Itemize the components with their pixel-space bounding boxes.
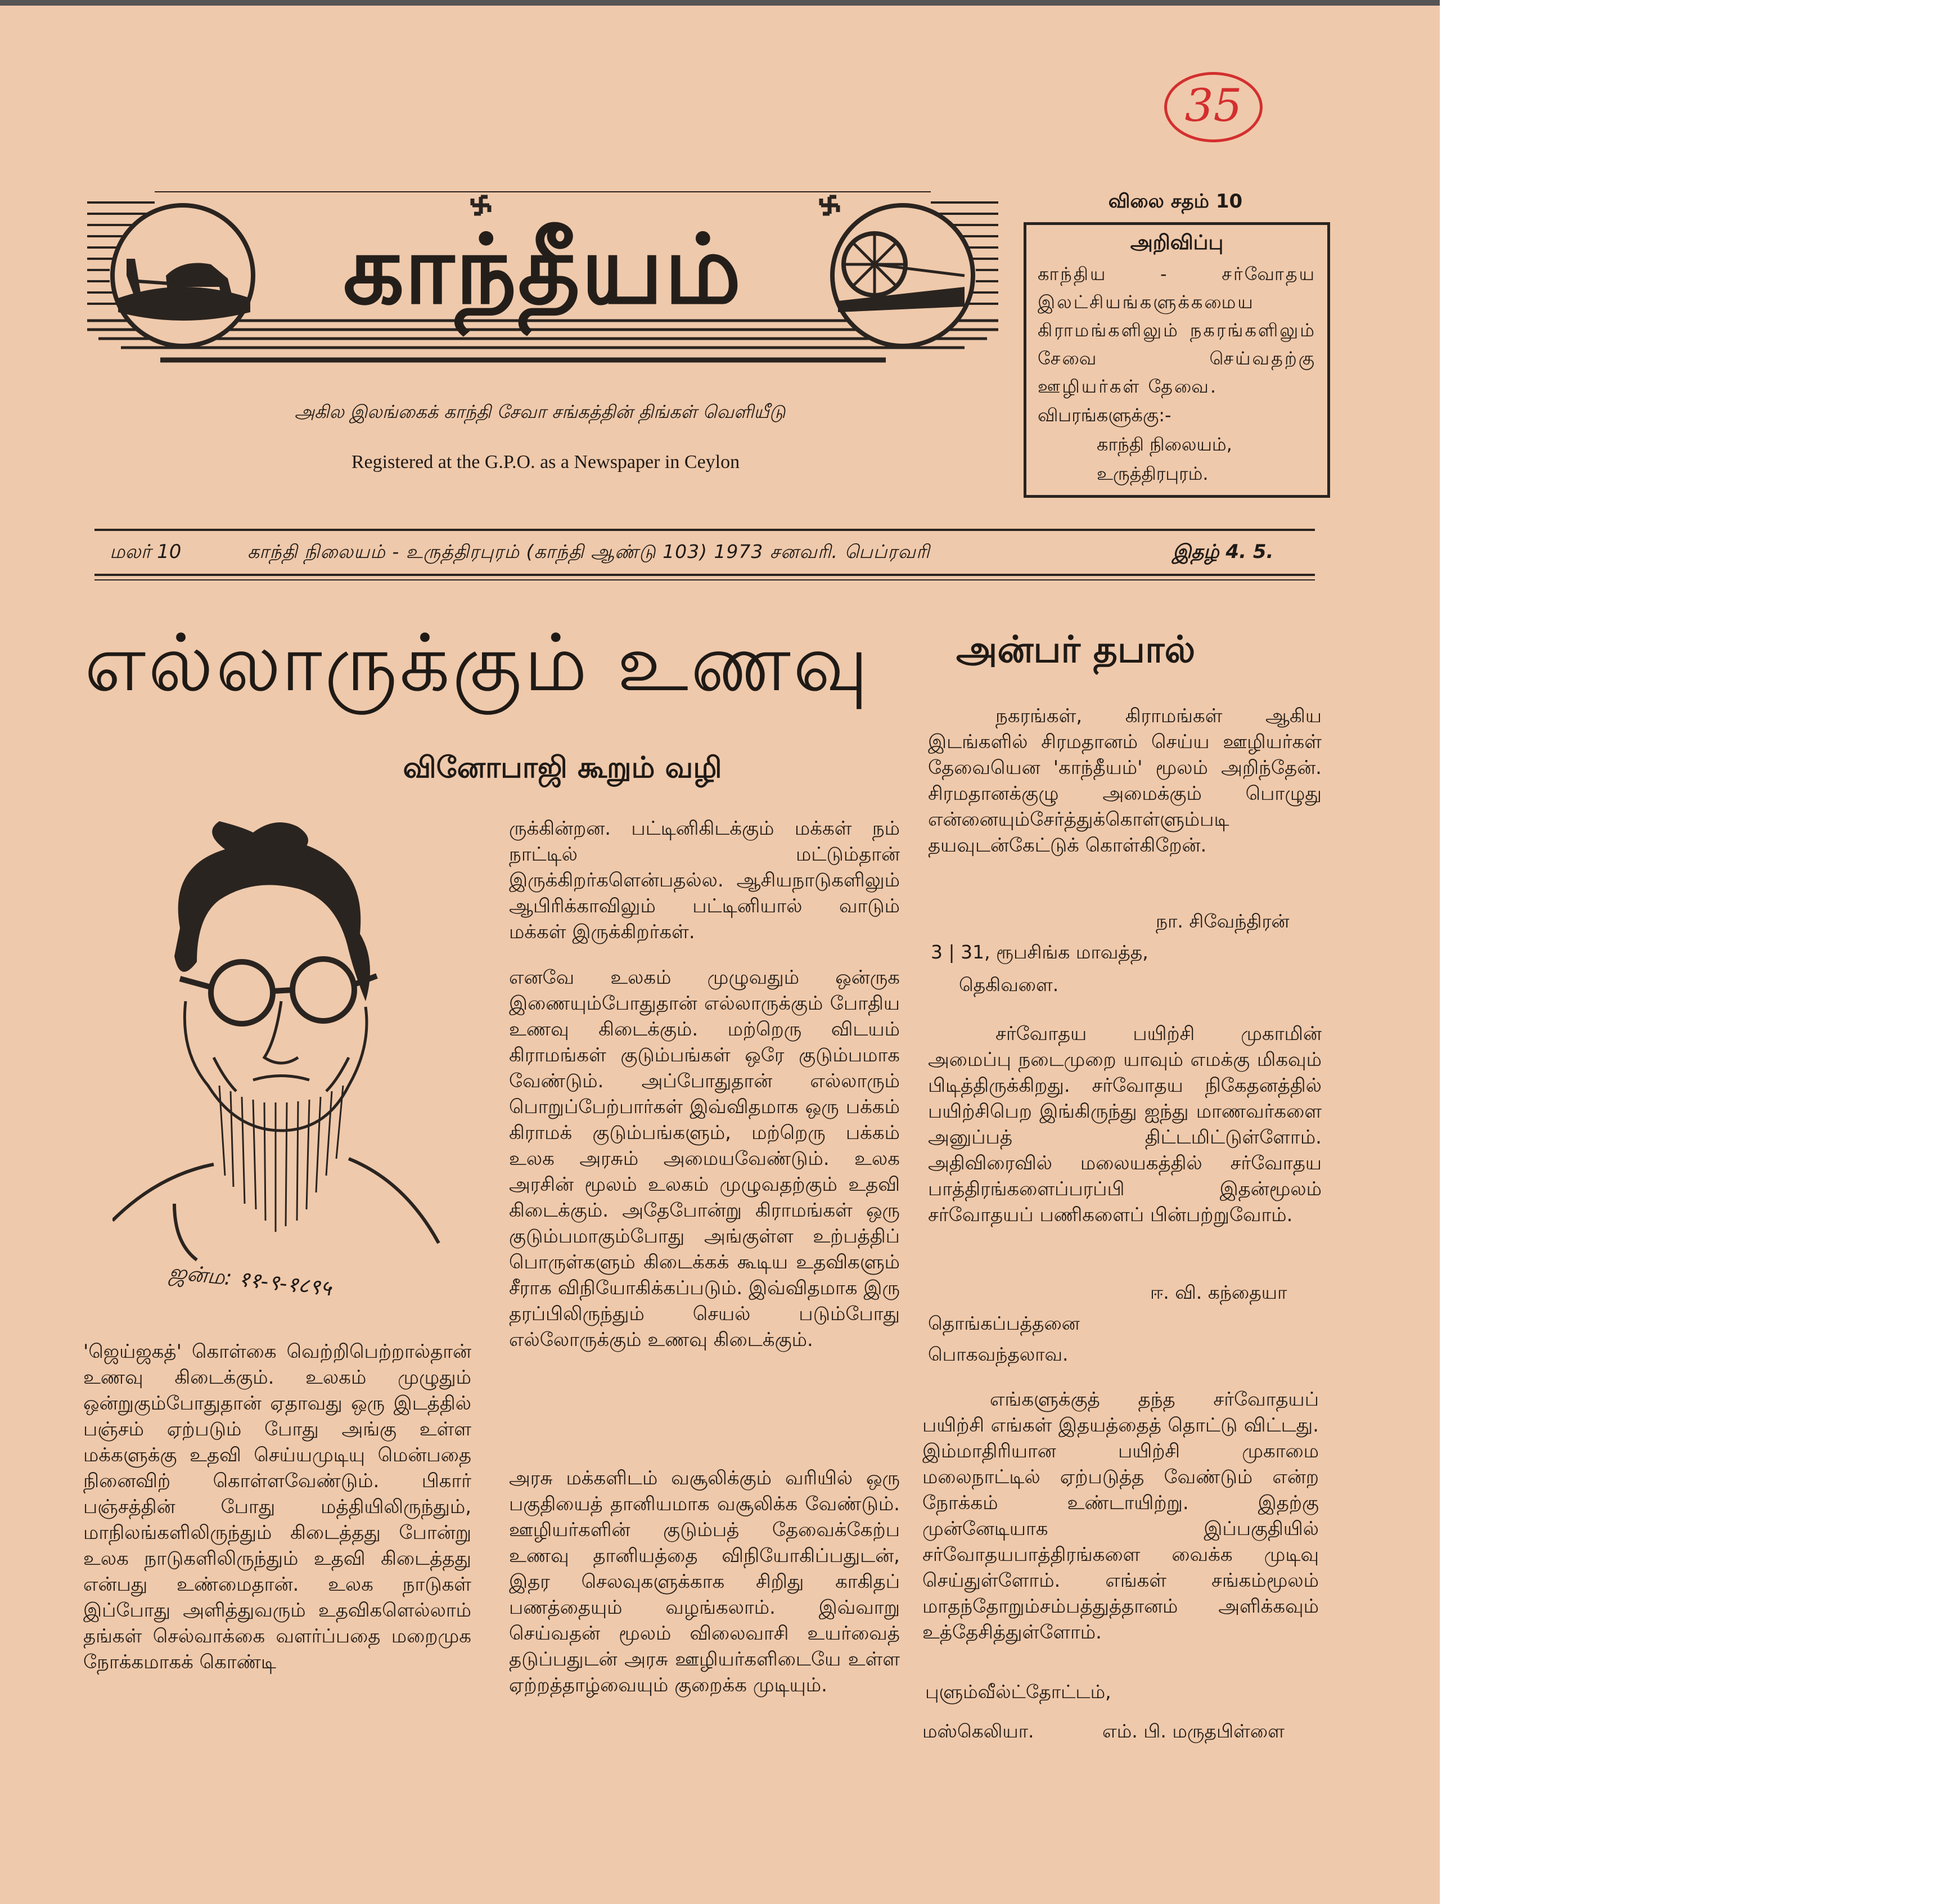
vinoba-portrait [112,816,450,1266]
vinoba-portrait-icon [112,816,450,1266]
dateline-bottom-rule-thin [94,579,1315,580]
dateline-bottom-rule [94,574,1315,576]
dateline-issue: இதழ் 4. 5. [1173,541,1274,563]
article-column-2-para-1: ருக்கின்றன. பட்டினிகிடக்கும் மக்கள் நம் நாட்டில் மட்டும்தான் இருக்கிறர்களென்பதல்ல. ஆசியநாடுகளிலும் ஆபிரிக்காவிலும் பட்டினியால் வாடும் மக்கள் இருக்கிறர்கள். [509,817,900,943]
letter-2-name: ஈ. வி. கந்தையா [1150,1281,1287,1303]
page-number: 35 [1184,79,1242,132]
letter-2-address-2: பொகவந்தலாவ. [928,1343,1069,1365]
article-subhead: வினோபாஜி கூறும் வழி [403,751,722,785]
notice-body: காந்திய - சர்வோதய இலட்சியங்களுக்கமைய கிராமங்களிலும் நகரங்களிலும் சேவை செய்வதற்கு ஊழியர்கள் தேவை. [1038,263,1316,397]
letter-3-address-1: புளும்வீல்ட்தோட்டம், [925,1681,1111,1703]
notice-contact-label: விபரங்களுக்கு:- [1038,404,1171,426]
masthead-subtitle: அகில இலங்கைக் காந்தி சேவா சங்கத்தின் திங்கள் வெளியீடு [294,401,786,422]
masthead-title: காந்தீயம் [343,214,742,326]
portrait-caption: ஜன்ம: ११-९-१८९५ [168,1259,333,1301]
letter-1-body: நகரங்கள், கிராமங்கள் ஆகிய இடங்களில் சிரமதானம் செய்ய ஊழியர்கள் தேவையென 'காந்தீயம்' மூலம் அறிந்தேன். சிரமதானக்குழு அமைக்கும் பொழுது என்னையும்சேர்த்துக்கொள்ளும்படி தயவுடன்கேட்டுக் கொள்கிறேன். [928,705,1322,857]
notice-contact-line2: உருத்திரபுரம். [1097,463,1209,484]
dateline-volume: மலர் 10 [110,541,182,563]
letter-2-body: சர்வோதய பயிற்சி முகாமின் அமைப்பு நடைமுறை யாவும் எமக்கு மிகவும் பிடித்திருக்கிறது. சர்வோதய நிகேதனத்தில் பயிற்சிபெற இங்கிருந்து ஐந்து மாணவர்களை அனுப்பத் திட்டமிட்டுள்ளோம். அதிவிரைவில் மலையகத்தில் சர்வோதய பாத்திரங்களைப்பரப்பி இதன்மூலம் சர்வோதயப் பணிகளைப் பின்பற்றுவோம். [928,1023,1322,1226]
letter-2-address-1: தொங்கப்பத்தனை [928,1312,1080,1334]
letter-3-name: எம். பி. மருதபிள்ளை [1102,1720,1285,1742]
article-column-1: 'ஜெய்ஜகத்' கொள்கை வெற்றிபெற்றால்தான் உணவு கிடைக்கும். உலகம் முழுதும் ஒன்றுகும்போதுதான் ஏதாவது ஒரு இடத்தில் பஞ்சம் ஏற்படும் போது அங்கு உள்ள மக்களுக்கு உதவி செய்யமுடியு மென்பதை நினைவிற் கொள்ளவேண்டும். பிகார் பஞ்சத்தின் போது மத்தியிலிருந்தும், மாநிலங்களிலிருந்தும் கிடைத்தது போன்று உலக நாடுகளிலிருந்தும் உதவி கிடைத்தது என்பது உண்மைதான். உலக நாடுகள் இப்போது அளித்துவரும் உதவிகளெல்லாம் தங்கள் செல்வாக்கை வளர்ப்பதை மறைமுக நோக்கமாகக் கொண்டி [83,1340,471,1673]
masthead-banner [87,191,998,377]
article-column-2-para-2: எனவே உலகம் முழுவதும் ஒன்ருக இணையும்போதுதான் எல்லாருக்கும் போதிய உணவு கிடைக்கும். மற்றெரு விடயம் கிராமங்கள் குடும்பங்கள் ஒரே குடும்பமாக வேண்டும். அப்போதுதான் எல்லாரும் பொறுப்பேற்பார்கள் இவ்விதமாக ஒரு பக்கம் கிராமக் குடும்பங்களும், மற்றெரு பக்கம் உலக அரசும் அமையவேண்டும். உலக அரசின் மூலம் உலகம் முழுவதற்கும் உதவி கிடைக்கும். அதேபோன்று கிராமங்கள் ஒரு குடும்பமாகும்போது அங்குள்ள உற்பத்திப் பொருள்களும் கிடைக்கக் கூடிய உதவிகளும் சீராக விநியோகிக்கப்படும். இவ்விதமாக இரு தரப்பிலிருந்தும் செயல் படும்போது எல்லோருக்கும் உணவு கிடைக்கும். [509,966,900,1351]
notice-heading: அறிவிப்பு [1130,231,1224,254]
letter-1-name: நா. சிவேந்திரன் [1156,910,1290,932]
letter-3-body: எங்களுக்குத் தந்த சர்வோதயப் பயிற்சி எங்கள் இதயத்தைத் தொட்டு விட்டது. இம்மாதிரியான பயிற்சி முகாமை மலைநாட்டில் ஏற்படுத்த வேண்டும் என்ற நோக்கம் உண்டாயிற்று. இதற்கு முன்னேடியாக இப்பகுதியில் சர்வோதயபாத்திரங்களை வைக்க முடிவு செய்துள்ளோம். எங்கள் சங்கம்மூலம் மாதந்தோறும்சம்பத்துத்தானம் அளிக்கவும் உத்தேசித்துள்ளோம். [922,1388,1319,1644]
letters-heading: அன்பர் தபால் [956,628,1196,671]
page-number-circle [1164,72,1263,142]
letter-1-address-2: தெகிவளை. [959,974,1059,996]
registration-line: Registered at the G.P.O. as a Newspaper in Ceylon [351,452,740,472]
dateline-center: காந்தி நிலையம் - உருத்திரபுரம் (காந்தி ஆண்டு 103) 1973 சனவரி. பெப்ரவரி [247,541,930,562]
letter-3-address-2: மஸ்கெலியா. [922,1720,1034,1742]
notice-contact-line1: காந்தி நிலையம், [1097,434,1232,455]
price-label: விலை சதம் 10 [1108,190,1243,213]
dateline-top-rule [94,529,1315,531]
article-column-2-para-3: அரசு மக்களிடம் வசூலிக்கும் வரியில் ஒரு பகுதியைத் தானியமாக வசூலிக்க வேண்டும். ஊழியர்களின் குடும்பத் தேவைக்கேற்ப உணவு தானியத்தை விநியோகிப்பதுடன், இதர செலவுகளுக்காக சிறிது காகிதப் பணத்தையும் வழங்கலாம். இவ்வாறு செய்வதன் மூலம் விலைவாசி உயர்வைத் தடுப்பதுடன் அரசு ஊழியர்களிடையே உள்ள ஏற்றத்தாழ்வையும் குறைக்க முடியும். [509,1467,900,1696]
article-headline: எல்லாருக்கும் உணவு [84,618,871,709]
letter-1-address-1: 3 | 31, ரூபசிங்க மாவத்த, [931,941,1148,963]
